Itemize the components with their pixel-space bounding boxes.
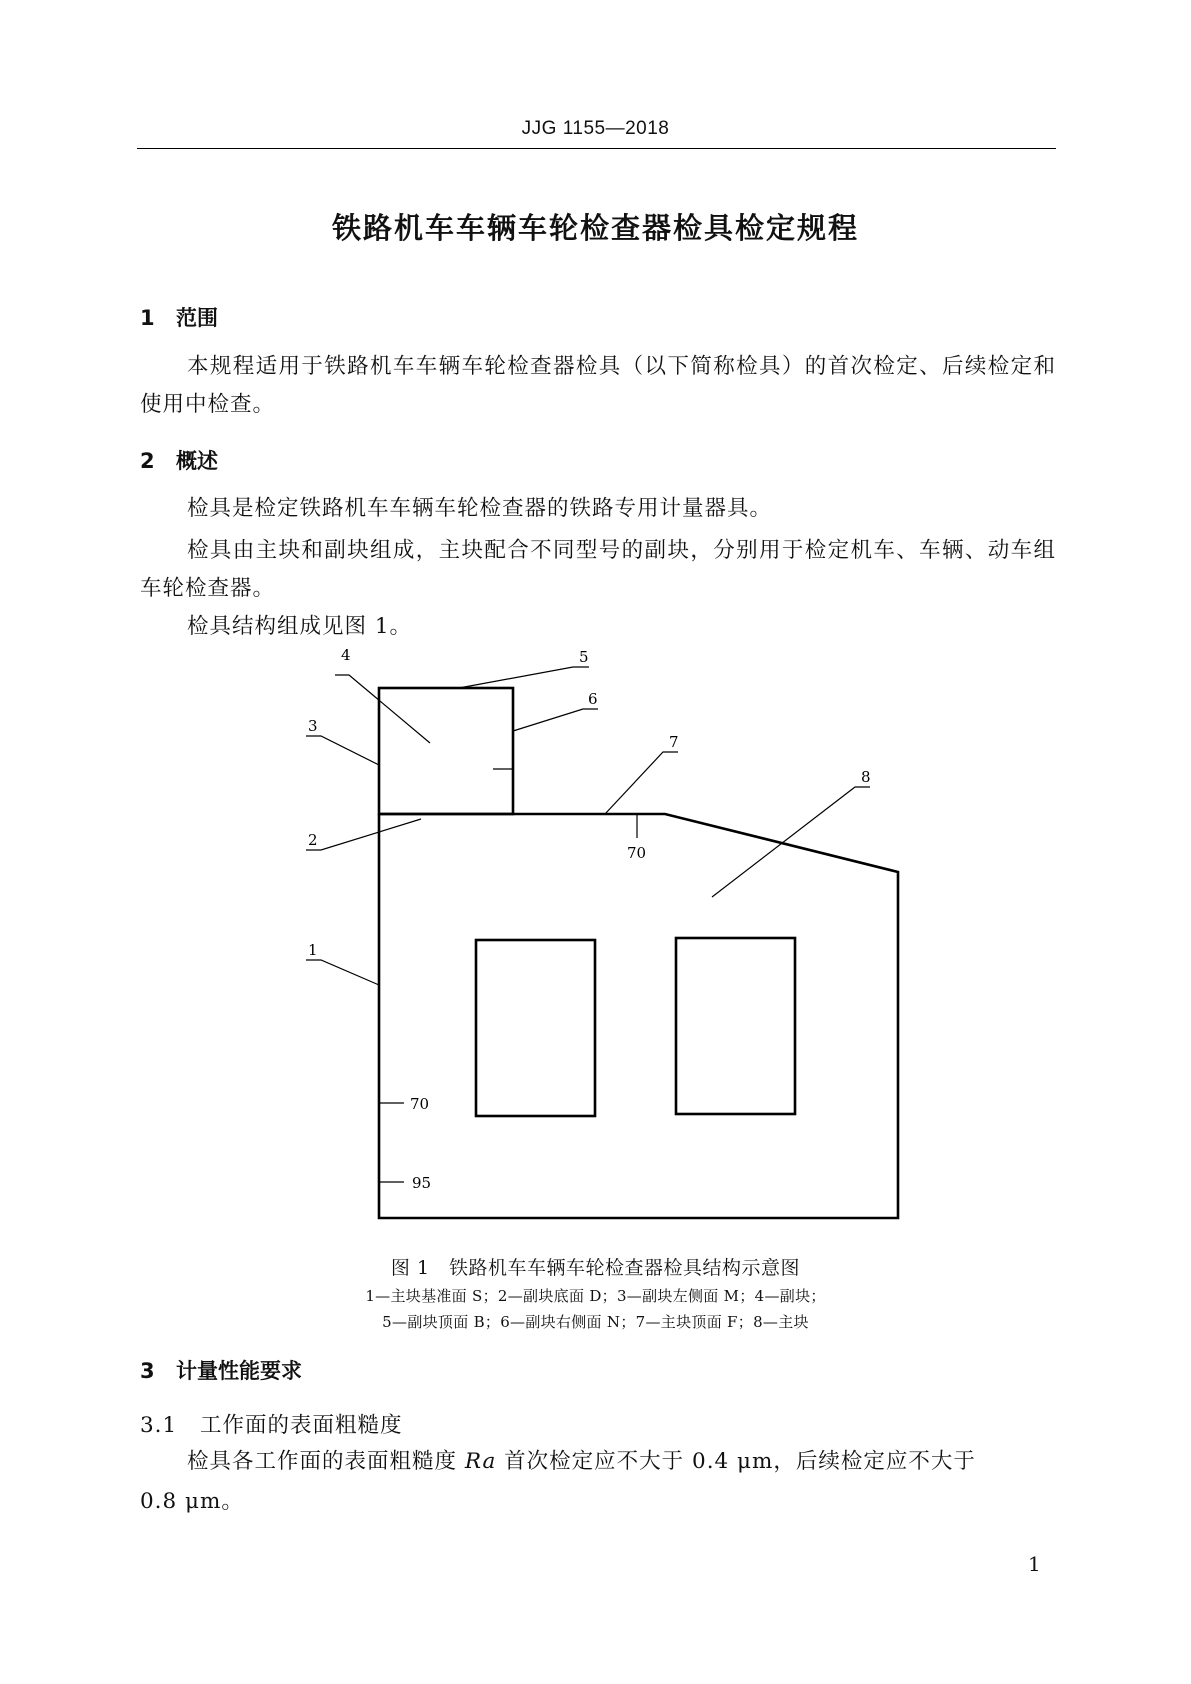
- roughness-text-prefix: 检具各工作面的表面粗糙度: [187, 1449, 465, 1474]
- roughness-text-middle: 首次检定应不大于 0.4 μm，后续检定应不大于: [496, 1449, 976, 1474]
- section-2-heading: [140, 445, 218, 475]
- dimension-label-95: 95: [412, 1174, 432, 1192]
- section-title: 范围: [176, 306, 218, 330]
- figure-caption: 图 1 铁路机车车辆车轮检查器检具结构示意图: [390, 1257, 801, 1279]
- leader-5: [459, 667, 589, 688]
- section-2-paragraph-2: 检具由主块和副块组成，主块配合不同型号的副块，分别用于检定机车、车辆、动车组车轮检查器。: [140, 538, 1056, 601]
- section-2-paragraph-3: 检具结构组成见图 1。: [187, 614, 413, 639]
- figure-label-4: 4: [341, 646, 351, 664]
- figure-label-7: 7: [669, 733, 679, 751]
- leader-3: [306, 736, 379, 765]
- figure-label-3: 3: [308, 717, 318, 735]
- leader-8: [712, 787, 870, 897]
- standard-code-header: JJG 1155—2018: [521, 118, 670, 139]
- leader-2: [306, 819, 421, 850]
- section-number: 2: [140, 449, 155, 473]
- figure-legend-line-2: 5—副块顶面 B；6—副块右侧面 N；7—主块顶面 F；8—主块: [382, 1313, 809, 1331]
- main-block-window-right: [676, 938, 795, 1114]
- section-title: 概述: [176, 449, 218, 473]
- main-block: [379, 814, 898, 1218]
- section-1-paragraph: 本规程适用于铁路机车车辆车轮检查器检具（以下简称检具）的首次检定、后续检定和使用中检查。: [140, 354, 1056, 417]
- figure-label-6: 6: [588, 690, 598, 708]
- section-2-paragraph-1: 检具是检定铁路机车车辆车轮检查器的铁路专用计量器具。: [187, 496, 773, 521]
- header-rule: [137, 148, 1056, 149]
- subsection-3-1-heading: [140, 1408, 403, 1439]
- roughness-symbol: Ra: [464, 1449, 497, 1474]
- subsection-title: 工作面的表面粗糙度: [200, 1413, 403, 1438]
- leader-4: [335, 675, 430, 743]
- figure-label-2: 2: [308, 831, 318, 849]
- section-title: 计量性能要求: [176, 1359, 302, 1383]
- secondary-block: [379, 688, 513, 814]
- figure-legend-line-1: 1—主块基准面 S；2—副块底面 D；3—副块左侧面 M；4—副块；: [365, 1287, 826, 1305]
- dimension-label-70: 70: [410, 1095, 430, 1113]
- roughness-paragraph: [140, 1443, 1056, 1481]
- document-title: 铁路机车车辆车轮检查器检具检定规程: [331, 211, 859, 245]
- leader-6: [513, 709, 598, 731]
- page-number: 1: [1028, 1552, 1041, 1576]
- main-block-window-left: [476, 940, 595, 1116]
- section-number: 3: [140, 1359, 155, 1383]
- section-number: 1: [140, 306, 155, 330]
- figure-1-diagram: [0, 640, 1191, 1240]
- leader-7: [605, 752, 678, 814]
- figure-label-8: 8: [861, 768, 871, 786]
- leader-1: [306, 960, 379, 985]
- figure-label-5: 5: [579, 648, 589, 666]
- roughness-paragraph-end: 0.8 μm。: [140, 1489, 244, 1514]
- section-3-heading: [140, 1355, 302, 1385]
- figure-label-1: 1: [308, 941, 318, 959]
- dimension-label-top: 70: [627, 844, 647, 862]
- section-1-heading: [140, 302, 218, 332]
- subsection-number: 3.1: [140, 1413, 178, 1438]
